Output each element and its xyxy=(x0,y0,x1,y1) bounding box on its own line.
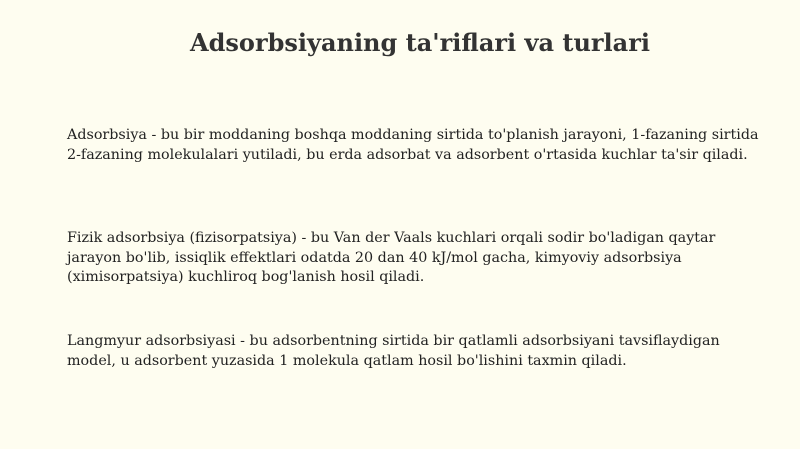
slide-title: Adsorbsiyaning ta'riflari va turlari xyxy=(190,28,650,57)
paragraph-adsorption-definition: Adsorbsiya - bu bir moddaning boshqa moddaning sirtida to'planish jarayoni, 1-fazaning sirtida 2-fazaning molekulalari yutiladi, bu erda adsorbat va adsorbent o'rtasida kuchlar ta'sir qiladi. xyxy=(67,127,759,163)
paragraph-langmuir-adsorption: Langmyur adsorbsiyasi - bu adsorbentning sirtida bir qatlamli adsorbsiyani tavsiflaydigan model, u adsorbent yuzasida 1 molekula qatlam hosil bo'lishini taxmin qiladi. xyxy=(67,333,720,369)
paragraph-physical-adsorption: Fizik adsorbsiya (fizisorpatsiya) - bu Van der Vaals kuchlari orqali sodir bo'ladigan qaytar jarayon bo'lib, issiqlik effektlari odatda 20 dan 40 kJ/mol gacha, kimyoviy adsorbsiya (ximisorpatsiya) kuchliroq bog'lanish hosil qiladi. xyxy=(67,230,716,285)
